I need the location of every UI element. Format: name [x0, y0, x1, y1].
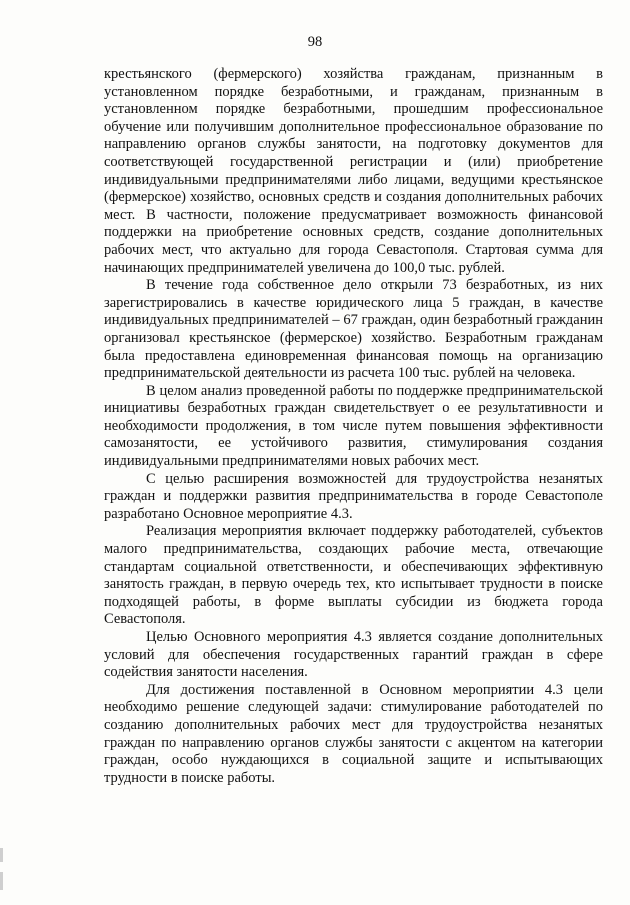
- scan-edge-mark: [0, 848, 3, 862]
- paragraph-4: С целью расширения возможностей для трудоустройства незанятых граждан и поддержки развития предпринимательства в городе Севастополе разработано Основное мероприятие 4.3.: [104, 470, 603, 522]
- paragraph-6: Целью Основного мероприятия 4.3 является создание дополнительных условий для обеспечения государственных гарантий граждан в сфере содействия занятости населения.: [104, 629, 603, 681]
- paragraph-5: Реализация мероприятия включает поддержку работодателей, субъектов малого предпринимательства, создающих рабочие места, отвечающие стандартам социальной ответственности, и обеспечивающих эффективную занятость граждан, в первую очередь тех, кто испытывает трудности в поиске подходящей работы, в форме выплаты субсидии из бюджета города Севастополя.: [104, 523, 603, 628]
- paragraph-3: В целом анализ проведенной работы по поддержке предпринимательской инициативы безработных граждан свидетельствует о ее результативности и необходимости продолжения, в том числе путем повышения эффективности самозанятости, ее устойчивого развития, стимулирования создания индивидуальными предпринимателями новых рабочих мест.: [104, 382, 603, 470]
- paragraph-1: крестьянского (фермерского) хозяйства гражданам, признанным в установленном порядке безработными, и гражданам, признанным в установленном порядке безработными, прошедшим профессиональное обучение или получившим дополнительное профессиональное образование по направлению органов службы занятости, на подготовку документов для соответствующей государственной регистрации и (или) приобретение индивидуальными предпринимателями либо лицами, ведущими крестьянское (фермерское) хозяйство, основных средств и создания дополнительных рабочих мест. В частности, положение предусматривает возможность финансовой поддержки на приобретение основных средств, создание дополнительных рабочих мест, что актуально для города Севастополя. Стартовая сумма для начинающих предпринимателей увеличена до 100,0 тыс. рублей.: [104, 66, 603, 276]
- paragraph-2: В течение года собственное дело открыли 73 безработных, из них зарегистрировались в качестве юридического лица 5 граждан, в качестве индивидуальных предпринимателей – 67 граждан, один безработный гражданин организовал крестьянское (фермерское) хозяйство. Безработным гражданам была предоставлена единовременная финансовая помощь на организацию предпринимательской деятельности из расчета 100 тыс. рублей на человека.: [104, 277, 603, 382]
- paragraph-7: Для достижения поставленной в Основном мероприятии 4.3 цели необходимо решение следующей задачи: стимулирование работодателей по созданию дополнительных рабочих мест для трудоустройства незанятых граждан по направлению органов службы занятости с акцентом на категории граждан, особо нуждающихся в социальной защите и испытывающих трудности в поиске работы.: [104, 681, 603, 786]
- page-number: 98: [307, 34, 323, 50]
- body-text: [104, 66, 603, 787]
- scan-edge-mark: [0, 872, 3, 890]
